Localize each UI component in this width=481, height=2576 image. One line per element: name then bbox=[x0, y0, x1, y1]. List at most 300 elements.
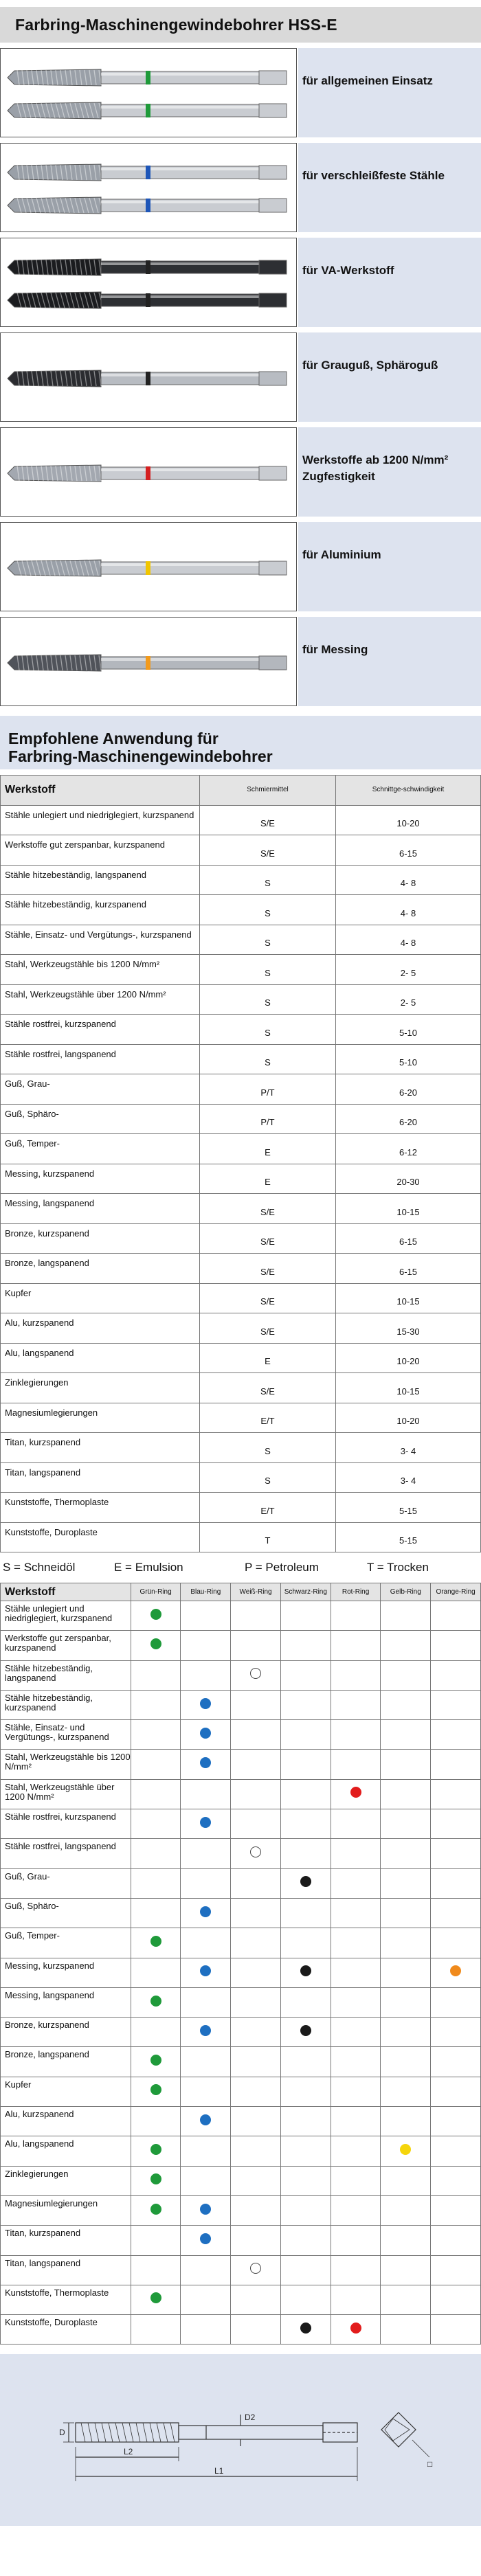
cell-ring bbox=[131, 1779, 181, 1809]
header-ring-1: Grün-Ring bbox=[131, 1583, 181, 1601]
cell-werkstoff: Titan, langspanend bbox=[1, 2255, 131, 2285]
label-d: D bbox=[59, 2428, 65, 2438]
table-row bbox=[1, 1313, 481, 1344]
label-l1: L1 bbox=[214, 2466, 224, 2476]
cell-schmiermittel: S/E bbox=[200, 1194, 336, 1224]
cell-ring bbox=[231, 1601, 281, 1631]
cell-ring bbox=[181, 1987, 231, 2017]
table-row bbox=[1, 1660, 481, 1690]
cell-ring bbox=[181, 1720, 231, 1750]
color-ring bbox=[146, 372, 150, 385]
table-row bbox=[1, 1373, 481, 1403]
cell-werkstoff: Messing, langspanend bbox=[1, 1194, 200, 1224]
cell-ring bbox=[381, 1898, 431, 1928]
cell-schnittgeschwindigkeit: 6-15 bbox=[336, 835, 481, 866]
cell-ring bbox=[280, 1690, 331, 1719]
tap-image bbox=[0, 48, 297, 137]
cell-schnittgeschwindigkeit: 5-15 bbox=[336, 1522, 481, 1552]
cell-ring bbox=[131, 2047, 181, 2077]
ring-indicator-dot bbox=[350, 1787, 361, 1798]
legend-s: S = Schneidöl bbox=[3, 1561, 76, 1574]
product-description bbox=[298, 48, 481, 137]
product-row bbox=[0, 332, 481, 422]
table-row bbox=[1, 1015, 481, 1045]
cell-ring bbox=[131, 2136, 181, 2166]
table-row bbox=[1, 1601, 481, 1631]
cell-ring bbox=[181, 1690, 231, 1719]
table-row bbox=[1, 1433, 481, 1463]
cell-schmiermittel: T bbox=[200, 1522, 336, 1552]
ring-indicator-dot bbox=[200, 2025, 211, 2036]
cell-ring bbox=[131, 1601, 181, 1631]
cell-ring bbox=[431, 1958, 481, 1987]
table-row bbox=[1, 2107, 481, 2136]
cell-schnittgeschwindigkeit: 2- 5 bbox=[336, 955, 481, 985]
cell-ring bbox=[431, 1928, 481, 1958]
cell-ring bbox=[231, 2047, 281, 2077]
cell-schmiermittel: S/E bbox=[200, 1254, 336, 1284]
cell-ring bbox=[280, 2107, 331, 2136]
cell-ring bbox=[280, 2047, 331, 2077]
ring-indicator-dot bbox=[150, 2204, 161, 2215]
product-row bbox=[0, 48, 481, 137]
cell-ring bbox=[231, 1809, 281, 1839]
header-ring-3: Weiß-Ring bbox=[231, 1583, 281, 1601]
cell-schnittgeschwindigkeit: 10-15 bbox=[336, 1373, 481, 1403]
color-ring bbox=[146, 561, 150, 575]
cell-schnittgeschwindigkeit: 10-15 bbox=[336, 1283, 481, 1313]
table-row bbox=[1, 1283, 481, 1313]
cell-ring bbox=[431, 2018, 481, 2047]
cell-werkstoff: Alu, kurzspanend bbox=[1, 2107, 131, 2136]
table-row bbox=[1, 1104, 481, 1134]
cell-schnittgeschwindigkeit: 10-20 bbox=[336, 1343, 481, 1373]
cell-ring bbox=[431, 2077, 481, 2106]
section-title bbox=[0, 716, 481, 769]
cell-werkstoff: Stähle rostfrei, langspanend bbox=[1, 1044, 200, 1074]
cell-werkstoff: Alu, kurzspanend bbox=[1, 1313, 200, 1344]
product-description-text: für Grauguß, Sphäroguß bbox=[302, 359, 438, 372]
table-row bbox=[1, 1164, 481, 1194]
tap-drawing bbox=[5, 253, 293, 281]
cell-ring bbox=[381, 2195, 431, 2225]
cell-ring bbox=[280, 2226, 331, 2255]
product-row bbox=[0, 522, 481, 611]
cell-ring bbox=[280, 1631, 331, 1660]
cell-ring bbox=[280, 1928, 331, 1958]
product-description-text: Werkstoffe ab 1200 N/mm² Zugfestigkeit bbox=[302, 453, 449, 483]
cell-ring bbox=[131, 1987, 181, 2017]
table-row bbox=[1, 2255, 481, 2285]
table-row bbox=[1, 925, 481, 955]
header-schnittgeschwindigkeit: Schnittge-schwindigkeit bbox=[336, 776, 481, 806]
cell-schnittgeschwindigkeit: 3- 4 bbox=[336, 1433, 481, 1463]
cell-schmiermittel: S/E bbox=[200, 1313, 336, 1344]
cell-ring bbox=[381, 1958, 431, 1987]
cell-ring bbox=[431, 2047, 481, 2077]
table-row bbox=[1, 1462, 481, 1493]
cell-werkstoff: Titan, kurzspanend bbox=[1, 2226, 131, 2255]
cell-schnittgeschwindigkeit: 5-15 bbox=[336, 1493, 481, 1523]
cell-ring bbox=[131, 2107, 181, 2136]
table-row bbox=[1, 1839, 481, 1868]
cell-werkstoff: Messing, kurzspanend bbox=[1, 1164, 200, 1194]
cell-ring bbox=[331, 1779, 381, 1809]
cell-ring bbox=[280, 2315, 331, 2345]
cell-ring bbox=[381, 2107, 431, 2136]
color-ring bbox=[146, 656, 150, 670]
cell-werkstoff: Werkstoffe gut zerspanbar, kurzspanend bbox=[1, 835, 200, 866]
tap-image bbox=[0, 143, 297, 232]
cell-ring bbox=[131, 2166, 181, 2195]
cell-ring bbox=[280, 1809, 331, 1839]
cell-werkstoff: Kunststoffe, Duroplaste bbox=[1, 2315, 131, 2345]
cell-ring bbox=[431, 1987, 481, 2017]
cell-schmiermittel: S bbox=[200, 1044, 336, 1074]
cell-ring bbox=[331, 1720, 381, 1750]
cell-ring bbox=[381, 1601, 431, 1631]
tap-image bbox=[0, 427, 297, 517]
cell-schmiermittel: S bbox=[200, 984, 336, 1015]
tap-image bbox=[0, 332, 297, 422]
ring-indicator-dot bbox=[150, 2173, 161, 2184]
product-description bbox=[298, 522, 481, 611]
table-row bbox=[1, 2315, 481, 2345]
cell-ring bbox=[181, 2107, 231, 2136]
product-row bbox=[0, 238, 481, 327]
cell-ring bbox=[381, 2255, 431, 2285]
table-row bbox=[1, 1690, 481, 1719]
cell-ring bbox=[131, 2315, 181, 2345]
table-row bbox=[1, 1522, 481, 1552]
product-description bbox=[298, 617, 481, 706]
cell-ring bbox=[381, 1690, 431, 1719]
cell-werkstoff: Stahl, Werkzeugstähle über 1200 N/mm² bbox=[1, 984, 200, 1015]
cell-ring bbox=[231, 1839, 281, 1868]
header-ring-7: Orange-Ring bbox=[431, 1583, 481, 1601]
table-row bbox=[1, 2166, 481, 2195]
cell-ring bbox=[381, 1928, 431, 1958]
cell-schmiermittel: S/E bbox=[200, 1373, 336, 1403]
table-row bbox=[1, 955, 481, 985]
cell-ring bbox=[131, 2255, 181, 2285]
cell-ring bbox=[280, 2018, 331, 2047]
cell-schnittgeschwindigkeit: 20-30 bbox=[336, 1164, 481, 1194]
cell-ring bbox=[381, 2047, 431, 2077]
tap-image bbox=[0, 617, 297, 706]
cell-ring bbox=[131, 2285, 181, 2314]
cell-ring bbox=[431, 1720, 481, 1750]
ring-indicator-dot bbox=[150, 1996, 161, 2007]
table-row bbox=[1, 835, 481, 866]
table-row bbox=[1, 1928, 481, 1958]
cell-ring bbox=[231, 2077, 281, 2106]
ring-indicator-dot bbox=[300, 2025, 311, 2036]
cell-schmiermittel: S/E bbox=[200, 835, 336, 866]
cell-ring bbox=[381, 1750, 431, 1779]
tap-drawing bbox=[5, 649, 293, 677]
tap-drawing bbox=[5, 159, 293, 186]
cell-ring bbox=[181, 2226, 231, 2255]
lubricant-legend bbox=[0, 1552, 481, 1583]
cell-ring bbox=[181, 1631, 231, 1660]
ring-indicator-dot bbox=[250, 2263, 261, 2274]
cell-werkstoff: Guß, Sphäro- bbox=[1, 1898, 131, 1928]
cell-ring bbox=[131, 1928, 181, 1958]
ring-indicator-dot bbox=[150, 2292, 161, 2303]
cell-ring bbox=[331, 2166, 381, 2195]
cell-werkstoff: Stähle rostfrei, langspanend bbox=[1, 1839, 131, 1868]
cell-ring bbox=[280, 2166, 331, 2195]
cell-ring bbox=[280, 1987, 331, 2017]
cell-werkstoff: Alu, langspanend bbox=[1, 2136, 131, 2166]
header-ring-5: Rot-Ring bbox=[331, 1583, 381, 1601]
cell-ring bbox=[381, 2226, 431, 2255]
cell-ring bbox=[381, 1631, 431, 1660]
table-row bbox=[1, 1868, 481, 1898]
cell-werkstoff: Kupfer bbox=[1, 2077, 131, 2106]
table-row bbox=[1, 1631, 481, 1660]
ring-indicator-dot bbox=[200, 2233, 211, 2244]
cell-ring bbox=[280, 1958, 331, 1987]
cell-ring bbox=[381, 2315, 431, 2345]
cell-ring bbox=[231, 2315, 281, 2345]
cell-ring bbox=[131, 1660, 181, 1690]
cell-ring bbox=[131, 1839, 181, 1868]
cell-ring bbox=[280, 1750, 331, 1779]
tap-image bbox=[0, 522, 297, 611]
cell-werkstoff: Guß, Grau- bbox=[1, 1074, 200, 1105]
cell-ring bbox=[231, 1958, 281, 1987]
cell-schmiermittel: E bbox=[200, 1134, 336, 1164]
cell-werkstoff: Bronze, langspanend bbox=[1, 2047, 131, 2077]
table-row bbox=[1, 2018, 481, 2047]
cell-ring bbox=[381, 1839, 431, 1868]
table-row bbox=[1, 1194, 481, 1224]
ring-indicator-dot bbox=[300, 1965, 311, 1976]
cell-ring bbox=[431, 1779, 481, 1809]
cell-ring bbox=[131, 1868, 181, 1898]
cell-ring bbox=[280, 2077, 331, 2106]
cell-ring bbox=[231, 2285, 281, 2314]
ring-indicator-dot bbox=[200, 1728, 211, 1739]
cell-schmiermittel: P/T bbox=[200, 1074, 336, 1105]
table-row bbox=[1, 2077, 481, 2106]
ring-indicator-dot bbox=[350, 2323, 361, 2334]
cell-werkstoff: Zinklegierungen bbox=[1, 1373, 200, 1403]
cell-werkstoff: Stähle hitzebeständig, langspanend bbox=[1, 1660, 131, 1690]
cell-ring bbox=[181, 2166, 231, 2195]
cell-schnittgeschwindigkeit: 2- 5 bbox=[336, 984, 481, 1015]
cell-ring bbox=[280, 1779, 331, 1809]
table-row bbox=[1, 1898, 481, 1928]
cell-ring bbox=[381, 1809, 431, 1839]
cell-werkstoff: Stahl, Werkzeugstähle bis 1200 N/mm² bbox=[1, 955, 200, 985]
tap-drawing bbox=[5, 286, 293, 314]
table-row bbox=[1, 865, 481, 895]
cell-ring bbox=[231, 1720, 281, 1750]
color-ring bbox=[146, 293, 150, 307]
ring-indicator-dot bbox=[150, 2084, 161, 2095]
tap-drawing bbox=[5, 365, 293, 392]
product-description bbox=[298, 332, 481, 422]
application-table bbox=[0, 775, 481, 1552]
product-row bbox=[0, 143, 481, 232]
cell-ring bbox=[231, 2255, 281, 2285]
cell-ring bbox=[331, 1898, 381, 1928]
tap-drawing bbox=[5, 554, 293, 582]
cell-schmiermittel: S bbox=[200, 865, 336, 895]
product-row bbox=[0, 427, 481, 517]
cell-ring bbox=[331, 2285, 381, 2314]
cell-ring bbox=[181, 1809, 231, 1839]
cell-ring bbox=[431, 1601, 481, 1631]
cell-werkstoff: Stähle rostfrei, kurzspanend bbox=[1, 1809, 131, 1839]
cell-schnittgeschwindigkeit: 4- 8 bbox=[336, 895, 481, 925]
cell-ring bbox=[331, 1928, 381, 1958]
color-ring bbox=[146, 71, 150, 84]
cell-ring bbox=[131, 1631, 181, 1660]
product-description bbox=[298, 427, 481, 517]
cell-ring bbox=[181, 1601, 231, 1631]
cell-ring bbox=[331, 1958, 381, 1987]
cell-schnittgeschwindigkeit: 15-30 bbox=[336, 1313, 481, 1344]
ring-indicator-dot bbox=[300, 2323, 311, 2334]
cell-ring bbox=[431, 1690, 481, 1719]
cell-werkstoff: Kunststoffe, Thermoplaste bbox=[1, 2285, 131, 2314]
cell-ring bbox=[381, 2136, 431, 2166]
cell-ring bbox=[181, 2195, 231, 2225]
color-ring bbox=[146, 166, 150, 179]
cell-ring bbox=[381, 1660, 431, 1690]
product-description bbox=[298, 238, 481, 327]
cell-ring bbox=[331, 2077, 381, 2106]
cell-ring bbox=[431, 1750, 481, 1779]
cell-ring bbox=[131, 1898, 181, 1928]
cell-werkstoff: Guß, Sphäro- bbox=[1, 1104, 200, 1134]
cell-werkstoff: Bronze, kurzspanend bbox=[1, 1223, 200, 1254]
cell-schmiermittel: S bbox=[200, 925, 336, 955]
cell-ring bbox=[181, 1779, 231, 1809]
legend-p: P = Petroleum bbox=[245, 1561, 319, 1574]
header-ring-2: Blau-Ring bbox=[181, 1583, 231, 1601]
product-description bbox=[298, 143, 481, 232]
cell-ring bbox=[331, 2107, 381, 2136]
product-list bbox=[0, 48, 481, 706]
cell-ring bbox=[181, 1660, 231, 1690]
cell-ring bbox=[131, 2077, 181, 2106]
cell-schnittgeschwindigkeit: 6-20 bbox=[336, 1074, 481, 1105]
header-werkstoff: Werkstoff bbox=[1, 1583, 131, 1601]
cell-werkstoff: Titan, kurzspanend bbox=[1, 1433, 200, 1463]
ring-indicator-dot bbox=[250, 1668, 261, 1679]
cell-werkstoff: Stähle rostfrei, kurzspanend bbox=[1, 1015, 200, 1045]
table-row bbox=[1, 1343, 481, 1373]
cell-ring bbox=[381, 2077, 431, 2106]
cell-schmiermittel: S/E bbox=[200, 805, 336, 835]
table-row bbox=[1, 1134, 481, 1164]
cell-ring bbox=[381, 1987, 431, 2017]
cell-ring bbox=[431, 2166, 481, 2195]
cell-ring bbox=[231, 2166, 281, 2195]
cell-ring bbox=[331, 2255, 381, 2285]
cell-schnittgeschwindigkeit: 6-12 bbox=[336, 1134, 481, 1164]
label-l2: L2 bbox=[124, 2447, 133, 2457]
cell-werkstoff: Zinklegierungen bbox=[1, 2166, 131, 2195]
cell-schnittgeschwindigkeit: 10-20 bbox=[336, 805, 481, 835]
ring-indicator-dot bbox=[300, 1876, 311, 1887]
cell-ring bbox=[331, 1868, 381, 1898]
legend-e: E = Emulsion bbox=[114, 1561, 183, 1574]
cell-ring bbox=[231, 2195, 281, 2225]
cell-schmiermittel: P/T bbox=[200, 1104, 336, 1134]
table-row bbox=[1, 2136, 481, 2166]
cell-werkstoff: Kunststoffe, Thermoplaste bbox=[1, 1493, 200, 1523]
table-row bbox=[1, 1074, 481, 1105]
cell-werkstoff: Bronze, langspanend bbox=[1, 1254, 200, 1284]
cell-ring bbox=[381, 2018, 431, 2047]
cell-schnittgeschwindigkeit: 6-20 bbox=[336, 1104, 481, 1134]
cell-ring bbox=[331, 1839, 381, 1868]
cell-ring bbox=[131, 2018, 181, 2047]
cell-werkstoff: Guß, Temper- bbox=[1, 1134, 200, 1164]
label-d2: D2 bbox=[245, 2413, 256, 2423]
cell-werkstoff: Stähle hitzebeständig, kurzspanend bbox=[1, 1690, 131, 1719]
cell-ring bbox=[431, 1868, 481, 1898]
cell-ring bbox=[181, 2315, 231, 2345]
cell-ring bbox=[181, 2285, 231, 2314]
cell-ring bbox=[331, 1631, 381, 1660]
table-row bbox=[1, 1779, 481, 1809]
cell-ring bbox=[381, 1720, 431, 1750]
cell-schmiermittel: S bbox=[200, 955, 336, 985]
cell-ring bbox=[231, 1631, 281, 1660]
cell-ring bbox=[331, 2047, 381, 2077]
tap-drawing bbox=[5, 64, 293, 91]
cell-werkstoff: Stahl, Werkzeugstähle bis 1200 N/mm² bbox=[1, 1750, 131, 1779]
cell-schnittgeschwindigkeit: 5-10 bbox=[336, 1044, 481, 1074]
cell-schnittgeschwindigkeit: 4- 8 bbox=[336, 865, 481, 895]
cell-schmiermittel: S bbox=[200, 1462, 336, 1493]
cell-werkstoff: Stähle hitzebeständig, kurzspanend bbox=[1, 895, 200, 925]
cell-ring bbox=[280, 1601, 331, 1631]
table-row bbox=[1, 1987, 481, 2017]
cell-ring bbox=[431, 2226, 481, 2255]
cell-ring bbox=[231, 1779, 281, 1809]
cell-schnittgeschwindigkeit: 4- 8 bbox=[336, 925, 481, 955]
technical-drawing bbox=[0, 2354, 481, 2526]
cell-schnittgeschwindigkeit: 3- 4 bbox=[336, 1462, 481, 1493]
cell-ring bbox=[280, 1868, 331, 1898]
cell-ring bbox=[181, 1898, 231, 1928]
cell-ring bbox=[280, 2255, 331, 2285]
ring-matrix-table bbox=[0, 1583, 481, 2345]
page-title: Farbring-Maschinengewindebohrer HSS-E bbox=[15, 15, 337, 34]
cell-ring bbox=[431, 2107, 481, 2136]
cell-ring bbox=[431, 2195, 481, 2225]
ring-indicator-dot bbox=[250, 1846, 261, 1857]
cell-schmiermittel: E/T bbox=[200, 1403, 336, 1433]
cell-ring bbox=[181, 2077, 231, 2106]
cell-ring bbox=[280, 2195, 331, 2225]
product-description-text: für VA-Werkstoff bbox=[302, 264, 394, 277]
ring-indicator-dot bbox=[150, 1638, 161, 1649]
cell-ring bbox=[331, 1809, 381, 1839]
cell-ring bbox=[131, 1958, 181, 1987]
ring-indicator-dot bbox=[200, 2204, 211, 2215]
cell-ring bbox=[181, 2136, 231, 2166]
table-row bbox=[1, 2285, 481, 2314]
